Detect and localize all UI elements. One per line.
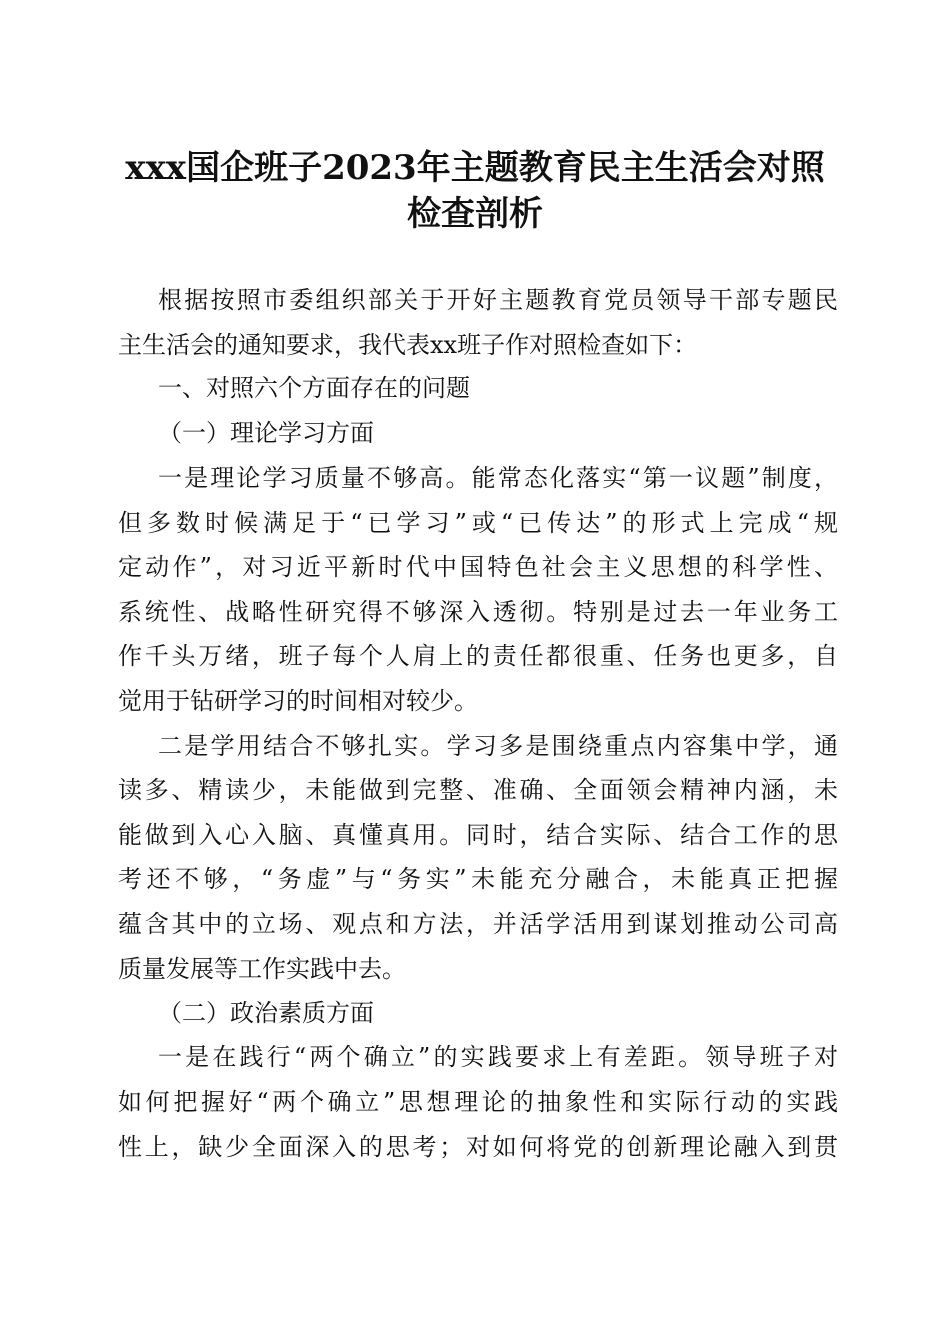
subsection-heading-2: （二）政治素质方面 xyxy=(158,999,374,1027)
section-heading-1: 一、对照六个方面存在的问题 xyxy=(158,374,470,402)
paragraph-1-line-4: 系统性、战略性研究得不够深入透彻。特别是过去一年业务工 xyxy=(118,598,838,626)
paragraph-2-line-6: 质量发展等工作实践中去。 xyxy=(118,955,406,983)
intro-line-2: 主生活会的通知要求，我代表xx班子作对照检查如下： xyxy=(118,331,698,359)
paragraph-3-line-2: 如何把握好“两个确立”思想理论的抽象性和实际行动的实践 xyxy=(118,1088,838,1116)
paragraph-2-line-3: 能做到入心入脑、真懂真用。同时，结合实际、结合工作的思 xyxy=(118,821,838,849)
paragraph-3-line-1: 一是在践行“两个确立”的实践要求上有差距。领导班子对 xyxy=(158,1043,838,1071)
paragraph-2-line-4: 考还不够，“务虚”与“务实”未能充分融合，未能真正把握 xyxy=(118,865,838,893)
paragraph-2-line-1: 二是学用结合不够扎实。学习多是围绕重点内容集中学，通 xyxy=(158,732,838,760)
document-title-line-2: 检查剖析 xyxy=(407,194,543,234)
subsection-heading-1: （一）理论学习方面 xyxy=(158,419,374,447)
paragraph-1-line-1: 一是理论学习质量不够高。能常态化落实“第一议题”制度， xyxy=(158,464,838,492)
paragraph-1-line-6: 觉用于钻研学习的时间相对较少。 xyxy=(118,687,478,715)
paragraph-3-line-3: 性上，缺少全面深入的思考；对如何将党的创新理论融入到贯 xyxy=(118,1133,838,1161)
paragraph-2-line-5: 蕴含其中的立场、观点和方法，并活学活用到谋划推动公司高 xyxy=(118,910,838,938)
paragraph-1-line-2: 但多数时候满足于“已学习”或“已传达”的形式上完成“规 xyxy=(118,509,838,537)
intro-line-1: 根据按照市委组织部关于开好主题教育党员领导干部专题民 xyxy=(158,286,838,314)
paragraph-2-line-2: 读多、精读少，未能做到完整、准确、全面领会精神内涵，未 xyxy=(118,776,838,804)
paragraph-1-line-3: 定动作”，对习近平新时代中国特色社会主义思想的科学性、 xyxy=(118,553,838,581)
paragraph-1-line-5: 作千头万绪，班子每个人肩上的责任都很重、任务也更多，自 xyxy=(118,642,838,670)
document-title-line-1: xxx国企班子2023年主题教育民主生活会对照 xyxy=(125,148,825,188)
